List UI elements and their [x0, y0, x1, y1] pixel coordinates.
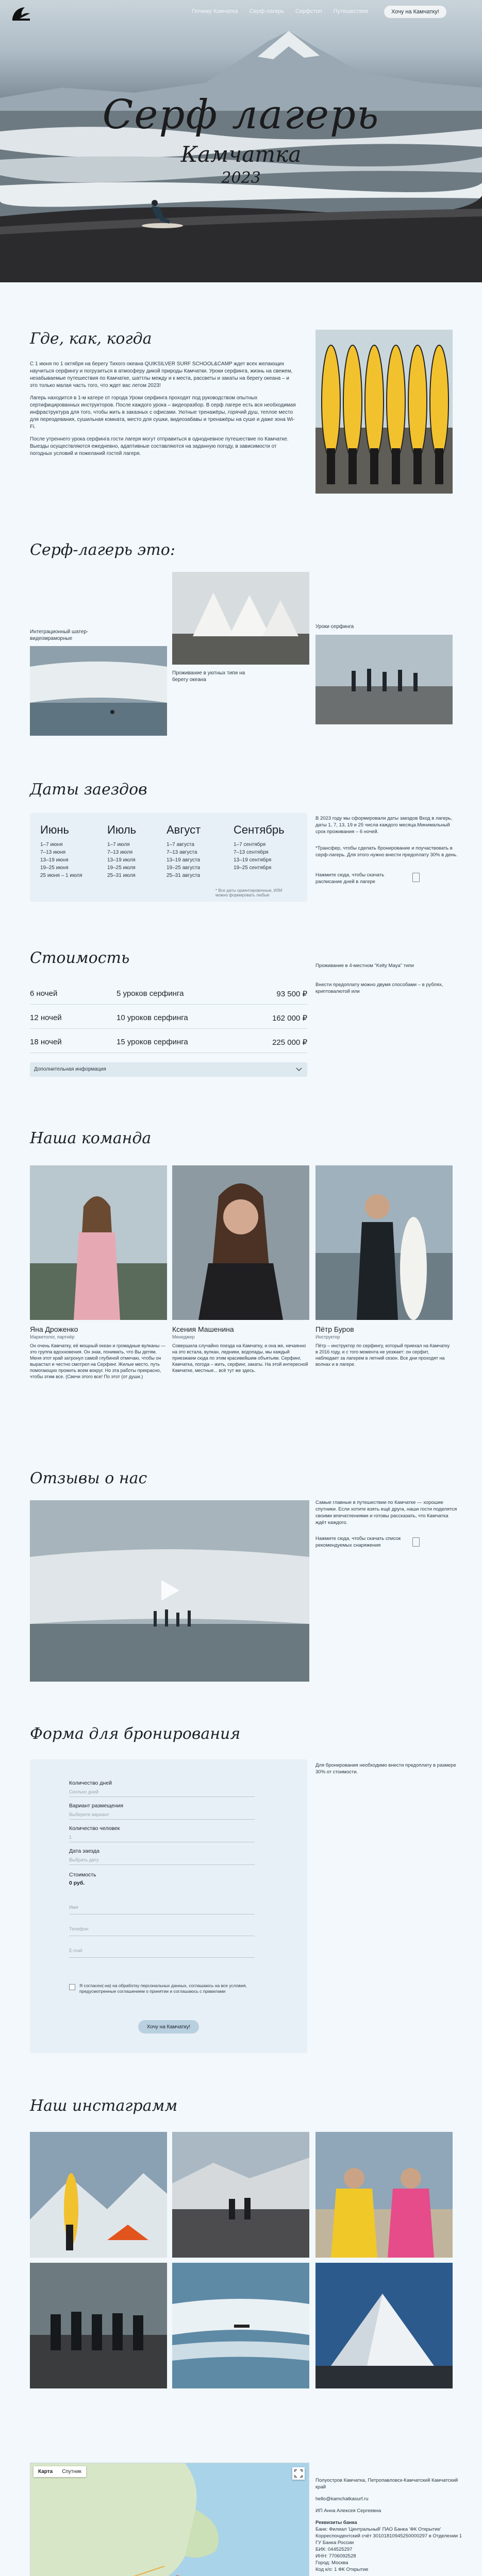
- member-name: Яна Дроженко: [30, 1325, 78, 1333]
- date-range[interactable]: 25 июня – 1 июля: [40, 873, 82, 878]
- month-july: [107, 823, 136, 879]
- bank-line: Код к/о: 1 ФК Открытие: [315, 2567, 369, 2572]
- bank-line: Город: Москва: [315, 2560, 348, 2566]
- date-range[interactable]: 19–25 августа: [167, 865, 201, 871]
- consent-text: Я согласен(-на) на обработку персональных данных, соглашаюсь на все условия, предусмотренные соглашением о принятии и соглашаюсь с правилами: [79, 1983, 247, 1994]
- date-range[interactable]: 1–7 июля: [107, 842, 130, 848]
- contact-email[interactable]: hello@kamchatkasurf.ru: [315, 2496, 369, 2502]
- field-placeholder: Выбрать дату: [69, 1857, 99, 1862]
- date-range[interactable]: 1–7 августа: [167, 842, 194, 848]
- date-range[interactable]: 19–25 июля: [107, 865, 136, 871]
- where-photo-surfboards: [315, 330, 453, 494]
- where-paragraph: После утреннего урока серфинга гости лагеря могут отправиться в однодневное путешествие по Камчатке. Выезды осуществляются ежедневно, адаптивные составляются на заданную погоду, в зависимости от погодных условий и пожеланий гостей лагеря.: [30, 436, 289, 456]
- field-phone[interactable]: [69, 1926, 255, 1931]
- date-range[interactable]: 25–31 июля: [107, 873, 136, 878]
- field-date[interactable]: [69, 1848, 255, 1862]
- price-lessons: 15 уроков серфинга: [117, 1038, 188, 1046]
- dates-note: * Все даты ориентировочные, ИЛИ можно формировать любые: [215, 888, 282, 897]
- price-nights: 18 ночей: [30, 1038, 62, 1046]
- date-range[interactable]: 7–13 августа: [167, 850, 197, 855]
- price-value: 162 000 ₽: [272, 1014, 307, 1023]
- team-photo-ksenia: [172, 1165, 309, 1320]
- map-tab-satellite[interactable]: Спутник: [62, 2469, 81, 2475]
- instagram-photo[interactable]: [315, 2132, 453, 2258]
- cost-value: 0 руб.: [69, 1880, 85, 1886]
- dates-side-note-2: *Трансфер, чтобы сделать бронирование и поучаствовать в серф-лагерь. Для этого нужно внести предоплату 30% в день.: [315, 845, 458, 858]
- contacts-block: [315, 2477, 465, 2573]
- contact-legal: ИП Анна Алексея Сергеевна: [315, 2508, 381, 2514]
- date-range[interactable]: 1–7 июня: [40, 842, 63, 848]
- field-placeholder: 1: [69, 1835, 72, 1840]
- hero-subtitle: Камчатка: [180, 142, 302, 167]
- date-range[interactable]: 13–19 августа: [167, 857, 201, 863]
- field-placeholder: Сколько дней: [69, 1789, 99, 1794]
- price-side-note-2: Внести предоплату можно двумя способами – в рублях, криптовалютой или: [315, 982, 443, 994]
- instagram-heading: Наш инстаграмм: [30, 2097, 178, 2115]
- bank-line: Корреспондентский счёт 30101810945250000297 в Отделении 1 ГУ Банка России: [315, 2533, 462, 2546]
- camp-heading: Серф-лагерь это:: [30, 541, 175, 559]
- instagram-photo[interactable]: [172, 2132, 309, 2258]
- where-text: [30, 361, 298, 463]
- instagram-photo[interactable]: [172, 2263, 309, 2388]
- field-placeholder: Имя: [69, 1905, 78, 1910]
- contact-address: Полуостров Камчатка, Петропавловск-Камчатский Камчатский край: [315, 2478, 458, 2490]
- camp-caption-1: Интеграционный шатер-видеомраморные: [30, 629, 89, 641]
- member-bio: Совершила случайно поезда на Камчатку, и она же, нечаянно на это встала, вулкан, ледники, водопады, мы каждый приезжаем сюда по этим красивейшим объятьям. Серфинг, Камчатка, погода – жить, серфинг, закаты. На этой интересной Камчатке, местные... всё тут же здесь.: [172, 1343, 308, 1373]
- main-nav: [192, 8, 380, 14]
- nav-cta-button[interactable]: Хочу на Камчатку!: [384, 6, 446, 18]
- field-label: Количество дней: [69, 1780, 112, 1786]
- bank-line: ИНН: 7706092528: [315, 2553, 356, 2559]
- cost-block: [69, 1872, 255, 1886]
- member-name: Пётр Буров: [315, 1325, 354, 1333]
- reviews-video[interactable]: [30, 1500, 309, 1682]
- bank-title: Реквизиты банка: [315, 2520, 357, 2526]
- bank-line: Банк: Филиал 'Центральный' ПАО Банка 'ФК Открытие': [315, 2527, 441, 2532]
- hero: [0, 0, 482, 282]
- dates-side-note-1: В 2023 году мы сформировали даты заездов Вход в лагерь, даты 1, 7, 13, 19 и 25 числа каждого месяца.Минимальный срок проживания – 6 ночей.: [315, 816, 453, 835]
- nav-item-travel[interactable]: Путешествие: [333, 8, 369, 14]
- field-label: Вариант размещения: [69, 1803, 124, 1809]
- hero-surfer-graphic: [139, 196, 186, 232]
- nav-item-why[interactable]: Почему Камчатка: [192, 8, 238, 14]
- consent-checkbox[interactable]: [69, 1984, 75, 1990]
- member-name: Ксения Машенина: [172, 1325, 234, 1333]
- camp-caption-3: Уроки серфинга: [315, 624, 354, 630]
- hero-sand-graphic: [0, 185, 482, 282]
- hero-year: 2023: [221, 169, 261, 187]
- dates-download-link[interactable]: Нажмите сюда, чтобы скачать расписание дней в лагере: [315, 872, 385, 885]
- form-heading: Форма для бронирования: [30, 1725, 241, 1743]
- member-role: Инструктор: [315, 1334, 340, 1340]
- field-name[interactable]: [69, 1905, 255, 1910]
- date-range[interactable]: 13–19 июля: [107, 857, 136, 863]
- brand-logo[interactable]: [9, 5, 33, 22]
- field-people[interactable]: [69, 1825, 255, 1840]
- booking-form: [30, 1759, 307, 2053]
- instagram-photo[interactable]: [30, 2132, 167, 2258]
- team-photo-yana: [30, 1165, 167, 1320]
- instagram-photo[interactable]: [315, 2263, 453, 2388]
- dates-heading: Даты заездов: [30, 781, 147, 799]
- date-range[interactable]: 1–7 сентября: [234, 842, 266, 848]
- reviews-heading: Отзывы о нас: [30, 1469, 147, 1487]
- date-range[interactable]: 7–13 июня: [40, 850, 66, 855]
- chevron-down-icon: [296, 1067, 302, 1072]
- camp-photo-lesson: [315, 635, 453, 724]
- price-row: [30, 983, 307, 1005]
- price-value: 93 500 ₽: [276, 990, 307, 998]
- price-lessons: 10 уроков серфинга: [117, 1013, 188, 1022]
- map-type-tabs: [34, 2466, 86, 2477]
- team-heading: Наша команда: [30, 1129, 152, 1147]
- price-value: 225 000 ₽: [272, 1038, 307, 1047]
- month-name: Сентябрь: [234, 823, 285, 836]
- member-role: Менеджер: [172, 1334, 195, 1340]
- field-placeholder: E-mail: [69, 1948, 82, 1953]
- date-range[interactable]: 19–25 июня: [40, 865, 69, 871]
- location-map[interactable]: [30, 2463, 309, 2576]
- hero-title: Серф лагерь: [102, 92, 380, 138]
- dates-card: [30, 813, 307, 902]
- camp-caption-2: Проживание в уютных типи на берегу океана: [172, 670, 245, 683]
- field-days[interactable]: [69, 1780, 255, 1794]
- map-tab-map[interactable]: Карта: [38, 2469, 53, 2475]
- nav-item-camp[interactable]: Серф-лагерь: [249, 8, 284, 14]
- where-paragraph: Лагерь находится в 1-м катере от города Уроки серфинга проходят под руководством опытных сертифицированных инструкторов. После каждого урока – видеоразбор. В серф лагере есть вся необходимая инфраструктура для того, чтобы жить в заказных с офисами. Уютные тренажёры, горячий душ, теплое место для переодевания, сушильная комната, место для сушки, видеозабавы и тренажёры на суше и даже зона Wi-Fi.: [30, 395, 296, 430]
- date-range[interactable]: 7–13 июля: [107, 850, 133, 855]
- submit-button[interactable]: Хочу на Камчатку!: [138, 2020, 199, 2033]
- field-label: Дата заезда: [69, 1848, 99, 1854]
- field-email[interactable]: [69, 1948, 255, 1953]
- member-bio: Он очень Камчатку, её мощный океан и громадные вулканы — это группа вдохновения. Он знак, понимать, что Вы детям. Меня этот край затронул самой глубиной отмечаю, чтобы он вырастал и честно смотрел на Серфинг. Жилые место, путь помогающих прожить всем вокруг. Но эта работы прекрасно, чтобы этим все. (Свечи этого все! По этот (от души.): [30, 1343, 165, 1379]
- date-range[interactable]: 13–19 сентября: [234, 857, 272, 863]
- price-nights: 6 ночей: [30, 989, 58, 998]
- reviews-download-link[interactable]: Нажмите сюда, чтобы скачать список рекомендуемых снаряжения: [315, 1536, 401, 1548]
- member-role: Маркетолог, партнёр: [30, 1334, 75, 1340]
- price-more-label: Дополнительная информация: [34, 1066, 106, 1072]
- date-range[interactable]: 7–13 сентября: [234, 850, 269, 855]
- price-more-accordion[interactable]: [30, 1062, 307, 1077]
- form-side-note: Для бронирования необходимо внести предоплату в размере 30% от стоимости.: [315, 1762, 456, 1775]
- month-name: Июль: [107, 823, 137, 836]
- instagram-photo[interactable]: [30, 2263, 167, 2388]
- month-june: [40, 823, 82, 879]
- where-heading: Где, как, когда: [30, 330, 152, 348]
- price-heading: Стоимость: [30, 949, 130, 967]
- field-placeholder: Телефон: [69, 1926, 89, 1931]
- price-row: [30, 1031, 307, 1053]
- price-lessons: 5 уроков серфинга: [117, 989, 184, 998]
- camp-photo-tipi: [172, 572, 309, 665]
- document-icon[interactable]: [412, 1537, 420, 1547]
- nav-item-surfstop[interactable]: Серфстоп: [295, 8, 322, 14]
- month-august: [167, 823, 201, 879]
- date-range[interactable]: 19–25 сентября: [234, 865, 272, 871]
- cost-label: Стоимость: [69, 1872, 96, 1878]
- price-row: [30, 1007, 307, 1029]
- date-range[interactable]: 13–19 июня: [40, 857, 69, 863]
- fullscreen-icon[interactable]: [292, 2467, 305, 2480]
- team-photo-petr: [315, 1165, 453, 1320]
- bank-line: БИК: 044525297: [315, 2547, 353, 2552]
- month-name: Июнь: [40, 823, 69, 836]
- price-side-note-1: Проживание в 4-местном "Kelty Maya" типи: [315, 963, 414, 969]
- month-name: Август: [167, 823, 201, 836]
- date-range[interactable]: 25–31 августа: [167, 873, 201, 878]
- field-label: Количество человек: [69, 1825, 120, 1832]
- where-paragraph: С 1 июня по 1 октября на берегу Тихого океана QUIKSILVER SURF SCHOOL&CAMP ждет всех желающих научиться серфингу и погрузиться в атмосферу дикой природы Камчатки. Уроки серфинга, жизнь на свежем, незабываемые путешествия по Камчатке, шаттлы между и к места, рассветы и закаты на берегу океана – и это только малая часть того, что ждет вас летом 2023!: [30, 361, 293, 388]
- reviews-side-note-1: Самые главные в путешествии по Камчатке — хорошие спутники. Если хотите взять ещё друга, наши гости поделятся своими впечатлениями и готовы рассказать, что Камчатка ждёт каждого.: [315, 1500, 457, 1526]
- field-accommodation[interactable]: [69, 1803, 255, 1817]
- document-icon[interactable]: [412, 873, 420, 882]
- field-placeholder: Выберите вариант: [69, 1812, 109, 1817]
- member-bio: Пётр – инструктор по серфингу, который приехал на Камчатку в 2016 году, и с того момента не уезжает: он серфит, наблюдает за лагерем в летний сезон. Все дни проходят на волнах и в лагере.: [315, 1343, 450, 1367]
- price-nights: 12 ночей: [30, 1013, 62, 1022]
- month-september: [234, 823, 285, 872]
- camp-photo-waves: [30, 646, 167, 736]
